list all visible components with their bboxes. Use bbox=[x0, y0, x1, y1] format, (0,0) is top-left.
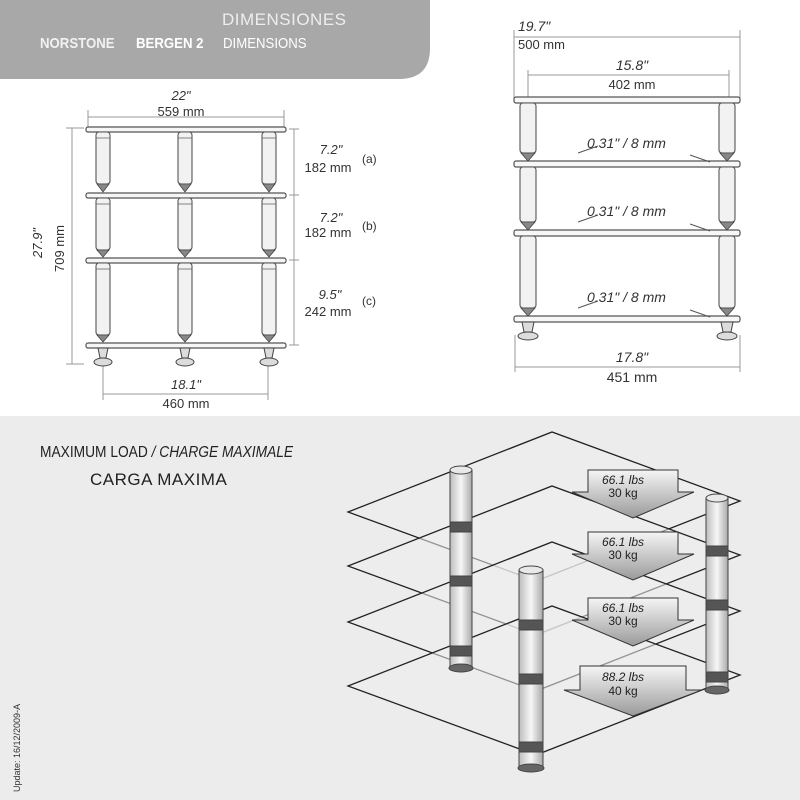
shelf-thickness-2: 0.31" / 8 mm bbox=[587, 203, 666, 219]
load-3-kg: 30 kg bbox=[608, 614, 638, 628]
load-4-kg: 40 kg bbox=[608, 684, 638, 698]
brand-name: NORSTONE bbox=[40, 35, 115, 52]
front-bottom-width-in: 18.1" bbox=[171, 377, 201, 392]
load-3-lbs: 66.1 lbs bbox=[601, 601, 645, 615]
shelf-thickness-1: 0.31" / 8 mm bbox=[587, 135, 666, 151]
front-height-in: 27.9" bbox=[30, 228, 45, 258]
title-english: DIMENSIONS bbox=[223, 35, 307, 52]
update-note: Update: 16/12/2009-A bbox=[12, 703, 22, 792]
front-bottom-width-mm: 460 mm bbox=[162, 396, 210, 411]
title-spanish: DIMENSIONES bbox=[222, 10, 347, 29]
gap-b-tag: (b) bbox=[362, 219, 377, 233]
load-4-lbs: 88.2 lbs bbox=[601, 670, 645, 684]
max-load-fr: / CHARGE MAXIMALE bbox=[151, 444, 294, 461]
gap-a-tag: (a) bbox=[362, 152, 377, 166]
load-1-lbs: 66.1 lbs bbox=[601, 473, 645, 487]
max-load-es: CARGA MAXIMA bbox=[90, 470, 228, 489]
max-load-en: MAXIMUM LOAD bbox=[40, 444, 148, 461]
front-height-mm: 709 mm bbox=[52, 225, 67, 272]
gap-b-mm: 182 mm bbox=[304, 225, 352, 240]
side-base-width-in: 17.8" bbox=[615, 349, 649, 365]
load-2-kg: 30 kg bbox=[608, 548, 638, 562]
model-name: BERGEN 2 bbox=[136, 35, 204, 52]
max-load-title bbox=[40, 444, 293, 462]
load-2-lbs: 66.1 lbs bbox=[601, 535, 645, 549]
gap-a-in: 7.2" bbox=[319, 142, 343, 157]
front-top-width-in: 22" bbox=[171, 88, 191, 103]
side-inner-width-mm: 402 mm bbox=[608, 77, 656, 92]
side-inner-width-in: 15.8" bbox=[615, 57, 649, 73]
gap-b-in: 7.2" bbox=[319, 210, 343, 225]
gap-c-mm: 242 mm bbox=[304, 304, 352, 319]
side-base-width-mm: 451 mm bbox=[606, 369, 658, 385]
side-outer-width-mm: 500 mm bbox=[518, 37, 565, 52]
shelf-thickness-3: 0.31" / 8 mm bbox=[587, 289, 666, 305]
side-outer-width-in: 19.7" bbox=[518, 18, 551, 34]
gap-a-mm: 182 mm bbox=[304, 160, 352, 175]
load-1-kg: 30 kg bbox=[608, 486, 638, 500]
gap-c-in: 9.5" bbox=[318, 287, 342, 302]
front-top-width-mm: 559 mm bbox=[157, 104, 205, 119]
gap-c-tag: (c) bbox=[362, 294, 376, 308]
